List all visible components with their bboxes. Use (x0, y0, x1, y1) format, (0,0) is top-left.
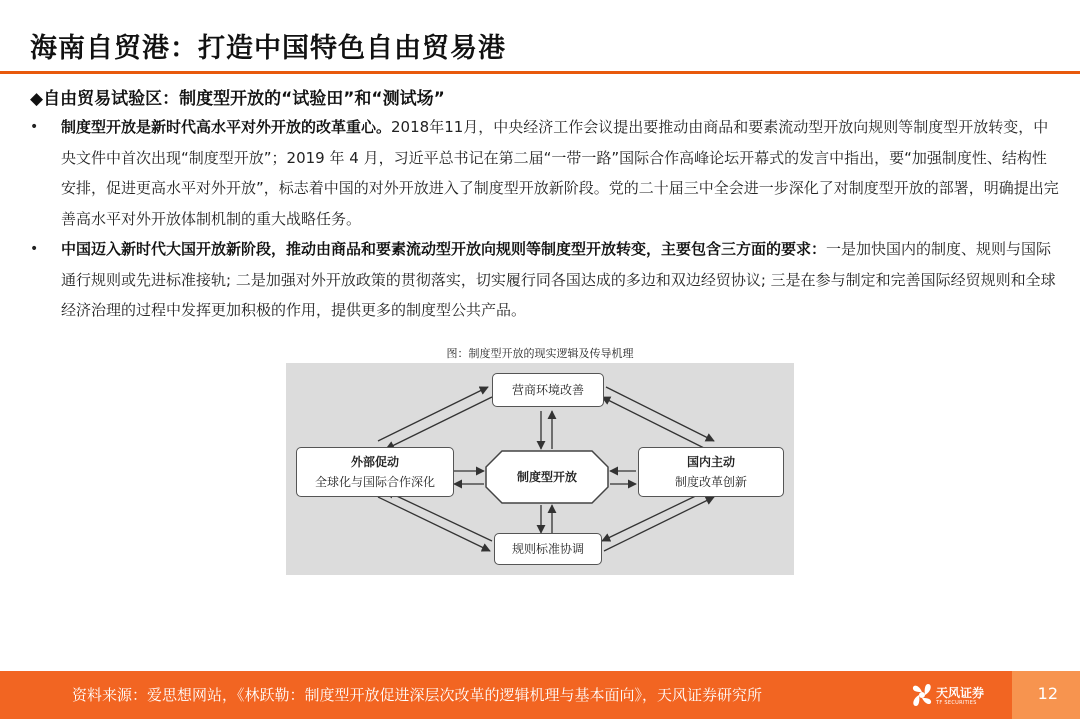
mechanism-diagram (286, 363, 794, 575)
arrow-bottom-right-b (602, 491, 706, 541)
arrow-left-bottom-b (386, 491, 492, 541)
arrow-left-top-a (378, 387, 488, 441)
logo-name: 天风证券 (936, 686, 985, 700)
box-business-environment (492, 373, 604, 407)
bullet-bold-text: 制度型开放是新时代高水平对外开放的改革重心。 (61, 118, 392, 136)
title-divider (0, 71, 1080, 74)
box-domestic-initiative-subtitle: 制度改革创新 (674, 475, 747, 489)
bullet-body-text: 2018年11月，中央经济工作会议提出要推动由商品和要素流动型开放向规则等制度型开放转变，中央文件中首次出现“制度型开放”；2019 年 4 月，习近平总书记在第二届“一带一路”国际合作高峰论坛开幕式的发言中指出，要“加强制度性、结构性安排，促进更高水平对外开放”，标志着中国的对外开放进入了制度型开放新阶段。党的二十届三中全会进一步深化了对制度型开放的部署，明确提出完善高水平对外开放体制机制的重大战略任务。 (61, 118, 1059, 228)
box-domestic-initiative-title: 国内主动 (686, 455, 735, 469)
page-number-box (1012, 671, 1080, 719)
arrow-left-bottom-a (378, 497, 490, 551)
arrow-bottom-right-a (604, 497, 714, 551)
arrow-top-right-a (606, 387, 714, 441)
arrow-left-top-b (386, 397, 492, 449)
section-subtitle: ◆自由贸易试验区：制度型开放的“试验田”和“测试场” (30, 89, 445, 109)
company-logo (910, 679, 1000, 711)
box-external-drive-subtitle: 全球化与国际合作深化 (314, 475, 435, 489)
page-number: 12 (1037, 684, 1058, 703)
box-domestic-initiative (638, 447, 784, 497)
arrow-top-right-b (602, 397, 706, 449)
box-external-drive (296, 447, 454, 497)
box-rules-standards (494, 533, 602, 565)
bullet-dot: • (30, 119, 39, 135)
box-institutional-opening (486, 451, 608, 503)
box-business-environment-label: 营商环境改善 (511, 383, 584, 397)
bullet-item (30, 234, 1060, 326)
footer-bar (0, 671, 1080, 719)
box-institutional-opening-label: 制度型开放 (516, 470, 577, 484)
pinwheel-icon (910, 679, 934, 711)
footer-source: 资料来源：爱思想网站，《林跃勒：制度型开放促进深层次改革的逻辑机理与基本面向》，天风证券研究所 (72, 686, 763, 704)
bullet-item (30, 112, 1060, 234)
box-external-drive-title: 外部促动 (350, 455, 399, 469)
bullet-dot: • (30, 241, 39, 257)
bullet-list (30, 112, 1060, 326)
bullet-bold-text: 中国迈入新时代大国开放新阶段，推动由商品和要素流动型开放向规则等制度型开放转变，主要包含三方面的要求： (61, 240, 827, 258)
bullet-body-text: 一是加快国内的制度、规则与国际通行规则或先进标准接轨; 二是加强对外开放政策的贯彻落实，切实履行同各国达成的多边和双边经贸协议; 三是在参与制定和完善国际经贸规则和全球经济治理的过程中发挥更加积极的作用，提供更多的制度型公共产品。 (61, 240, 1056, 319)
page-title: 海南自贸港：打造中国特色自由贸易港 (30, 33, 506, 64)
figure-caption: 图：制度型开放的现实逻辑及传导机理 (446, 347, 634, 360)
logo-subtitle: TF SECURITIES (936, 700, 977, 706)
box-rules-standards-label: 规则标准协调 (511, 542, 584, 556)
